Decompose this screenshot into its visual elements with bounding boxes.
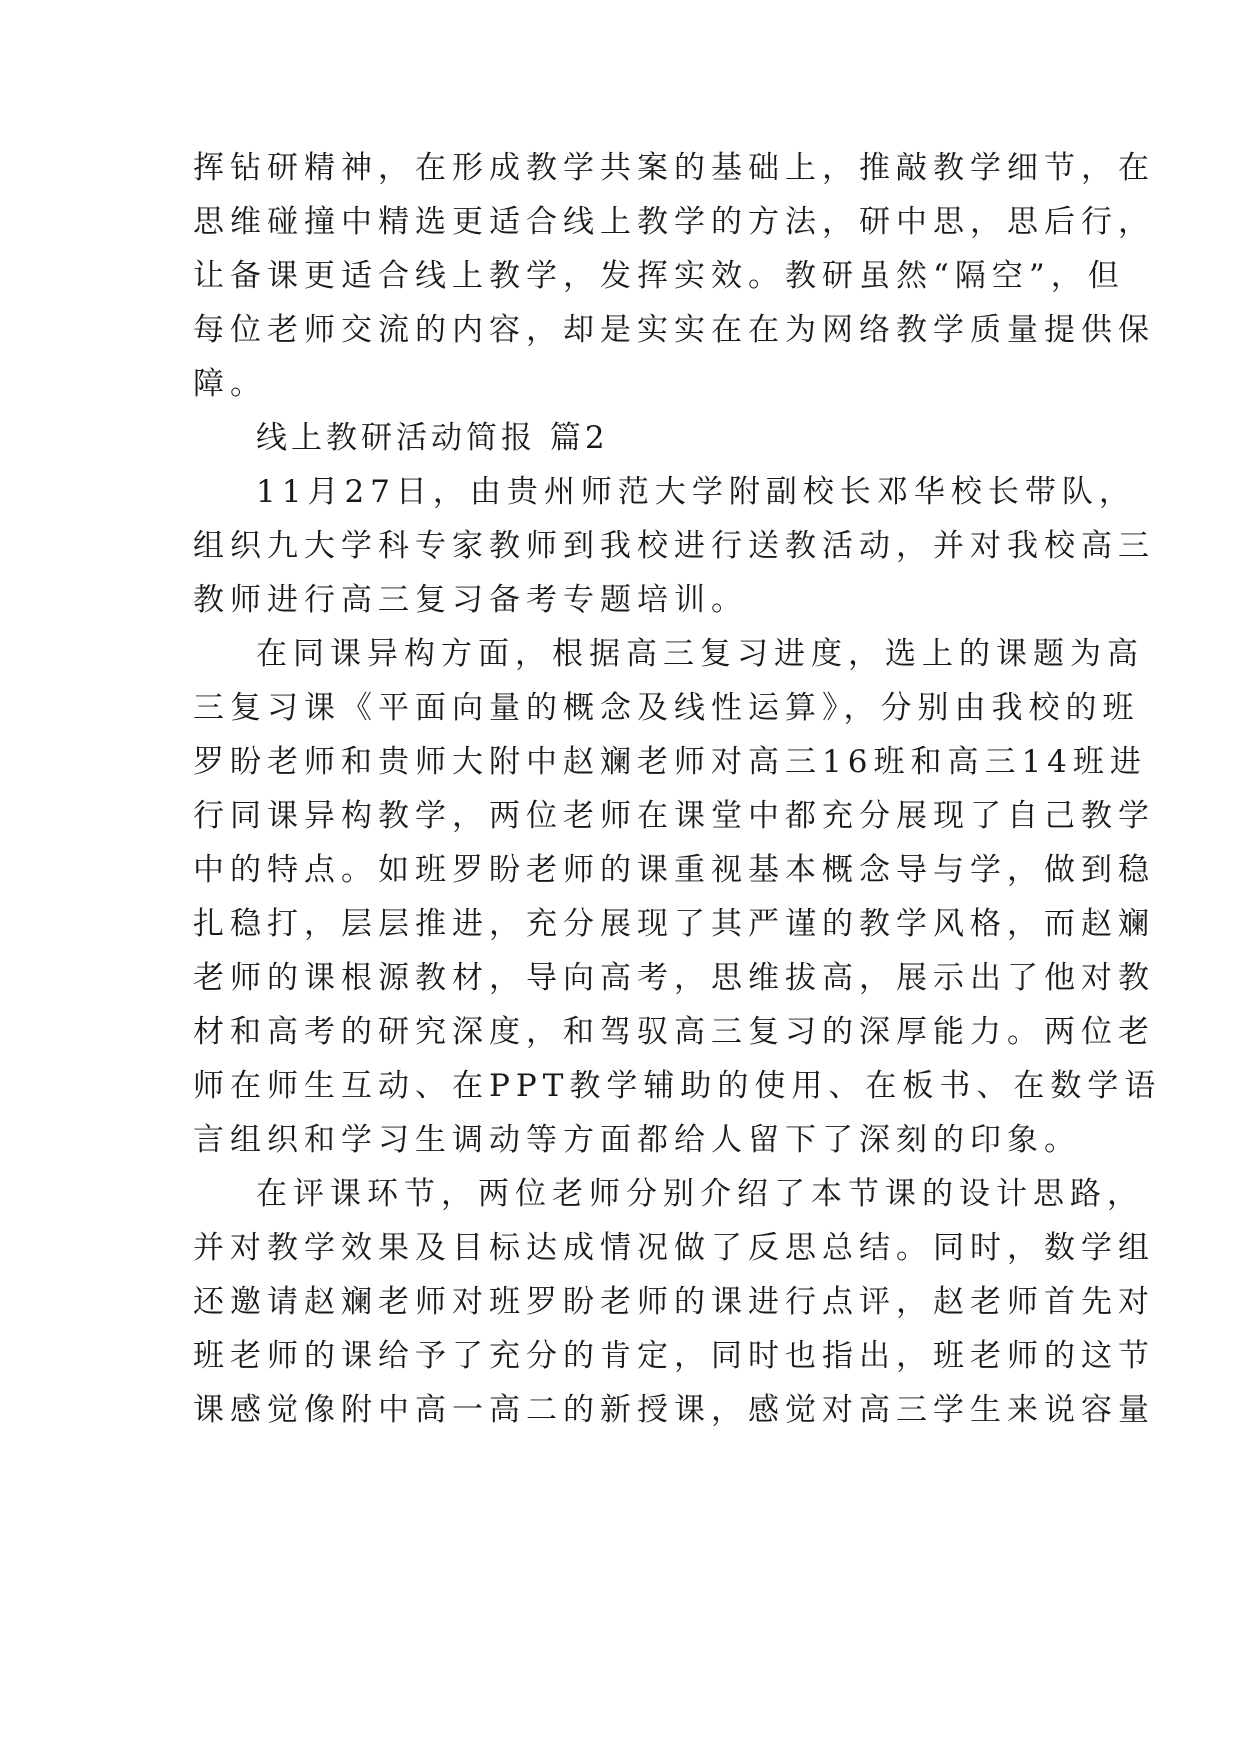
paragraph-3-line-6: 扎稳打，层层推进，充分展现了其严谨的教学风格，而赵斓 <box>193 906 1155 942</box>
paragraph-1-line-2: 思维碰撞中精选更适合线上教学的方法，研中思，思后行， <box>193 204 1155 240</box>
paragraph-3-line-4: 行同课异构教学，两位老师在课堂中都充分展现了自己教学 <box>193 798 1155 834</box>
paragraph-1-line-4: 每位老师交流的内容，却是实实在在为网络教学质量提供保 <box>193 312 1155 348</box>
paragraph-4-line-5: 课感觉像附中高一高二的新授课，感觉对高三学生来说容量 <box>193 1392 1155 1428</box>
paragraph-2-line-1: 11月27日，由贵州师范大学附副校长邓华校长带队， <box>256 474 1136 510</box>
section-heading: 线上教研活动简报 篇2 <box>256 420 609 456</box>
paragraph-4-line-3: 还邀请赵斓老师对班罗盼老师的课进行点评，赵老师首先对 <box>193 1284 1155 1320</box>
paragraph-3-line-9: 师在师生互动、在PPT教学辅助的使用、在板书、在数学语 <box>193 1068 1162 1104</box>
paragraph-1-line-5: 障。 <box>193 366 267 402</box>
paragraph-3-line-7: 老师的课根源教材，导向高考，思维拔高，展示出了他对教 <box>193 960 1155 996</box>
paragraph-3-line-10: 言组织和学习生调动等方面都给人留下了深刻的印象。 <box>193 1122 1081 1158</box>
paragraph-4-line-2: 并对教学效果及目标达成情况做了反思总结。同时，数学组 <box>193 1230 1155 1266</box>
paragraph-4-line-4: 班老师的课给予了充分的肯定，同时也指出，班老师的这节 <box>193 1338 1155 1374</box>
paragraph-3-line-2: 三复习课《平面向量的概念及线性运算》，分别由我校的班 <box>193 690 1140 726</box>
paragraph-2-line-3: 教师进行高三复习备考专题培训。 <box>193 582 748 618</box>
paragraph-3-line-8: 材和高考的研究深度，和驾驭高三复习的深厚能力。两位老 <box>193 1014 1155 1050</box>
paragraph-3-line-3: 罗盼老师和贵师大附中赵斓老师对高三16班和高三14班进 <box>193 744 1147 780</box>
paragraph-2-line-2: 组织九大学科专家教师到我校进行送教活动，并对我校高三 <box>193 528 1155 564</box>
paragraph-3-line-5: 中的特点。如班罗盼老师的课重视基本概念导与学，做到稳 <box>193 852 1155 888</box>
paragraph-1-line-1: 挥钻研精神，在形成教学共案的基础上，推敲教学细节，在 <box>193 150 1155 186</box>
paragraph-3-line-1: 在同课异构方面，根据高三复习进度，选上的课题为高 <box>256 636 1144 672</box>
paragraph-1-line-3: 让备课更适合线上教学，发挥实效。教研虽然“隔空”，但 <box>193 258 1125 294</box>
paragraph-4-line-1: 在评课环节，两位老师分别介绍了本节课的设计思路， <box>256 1176 1144 1212</box>
